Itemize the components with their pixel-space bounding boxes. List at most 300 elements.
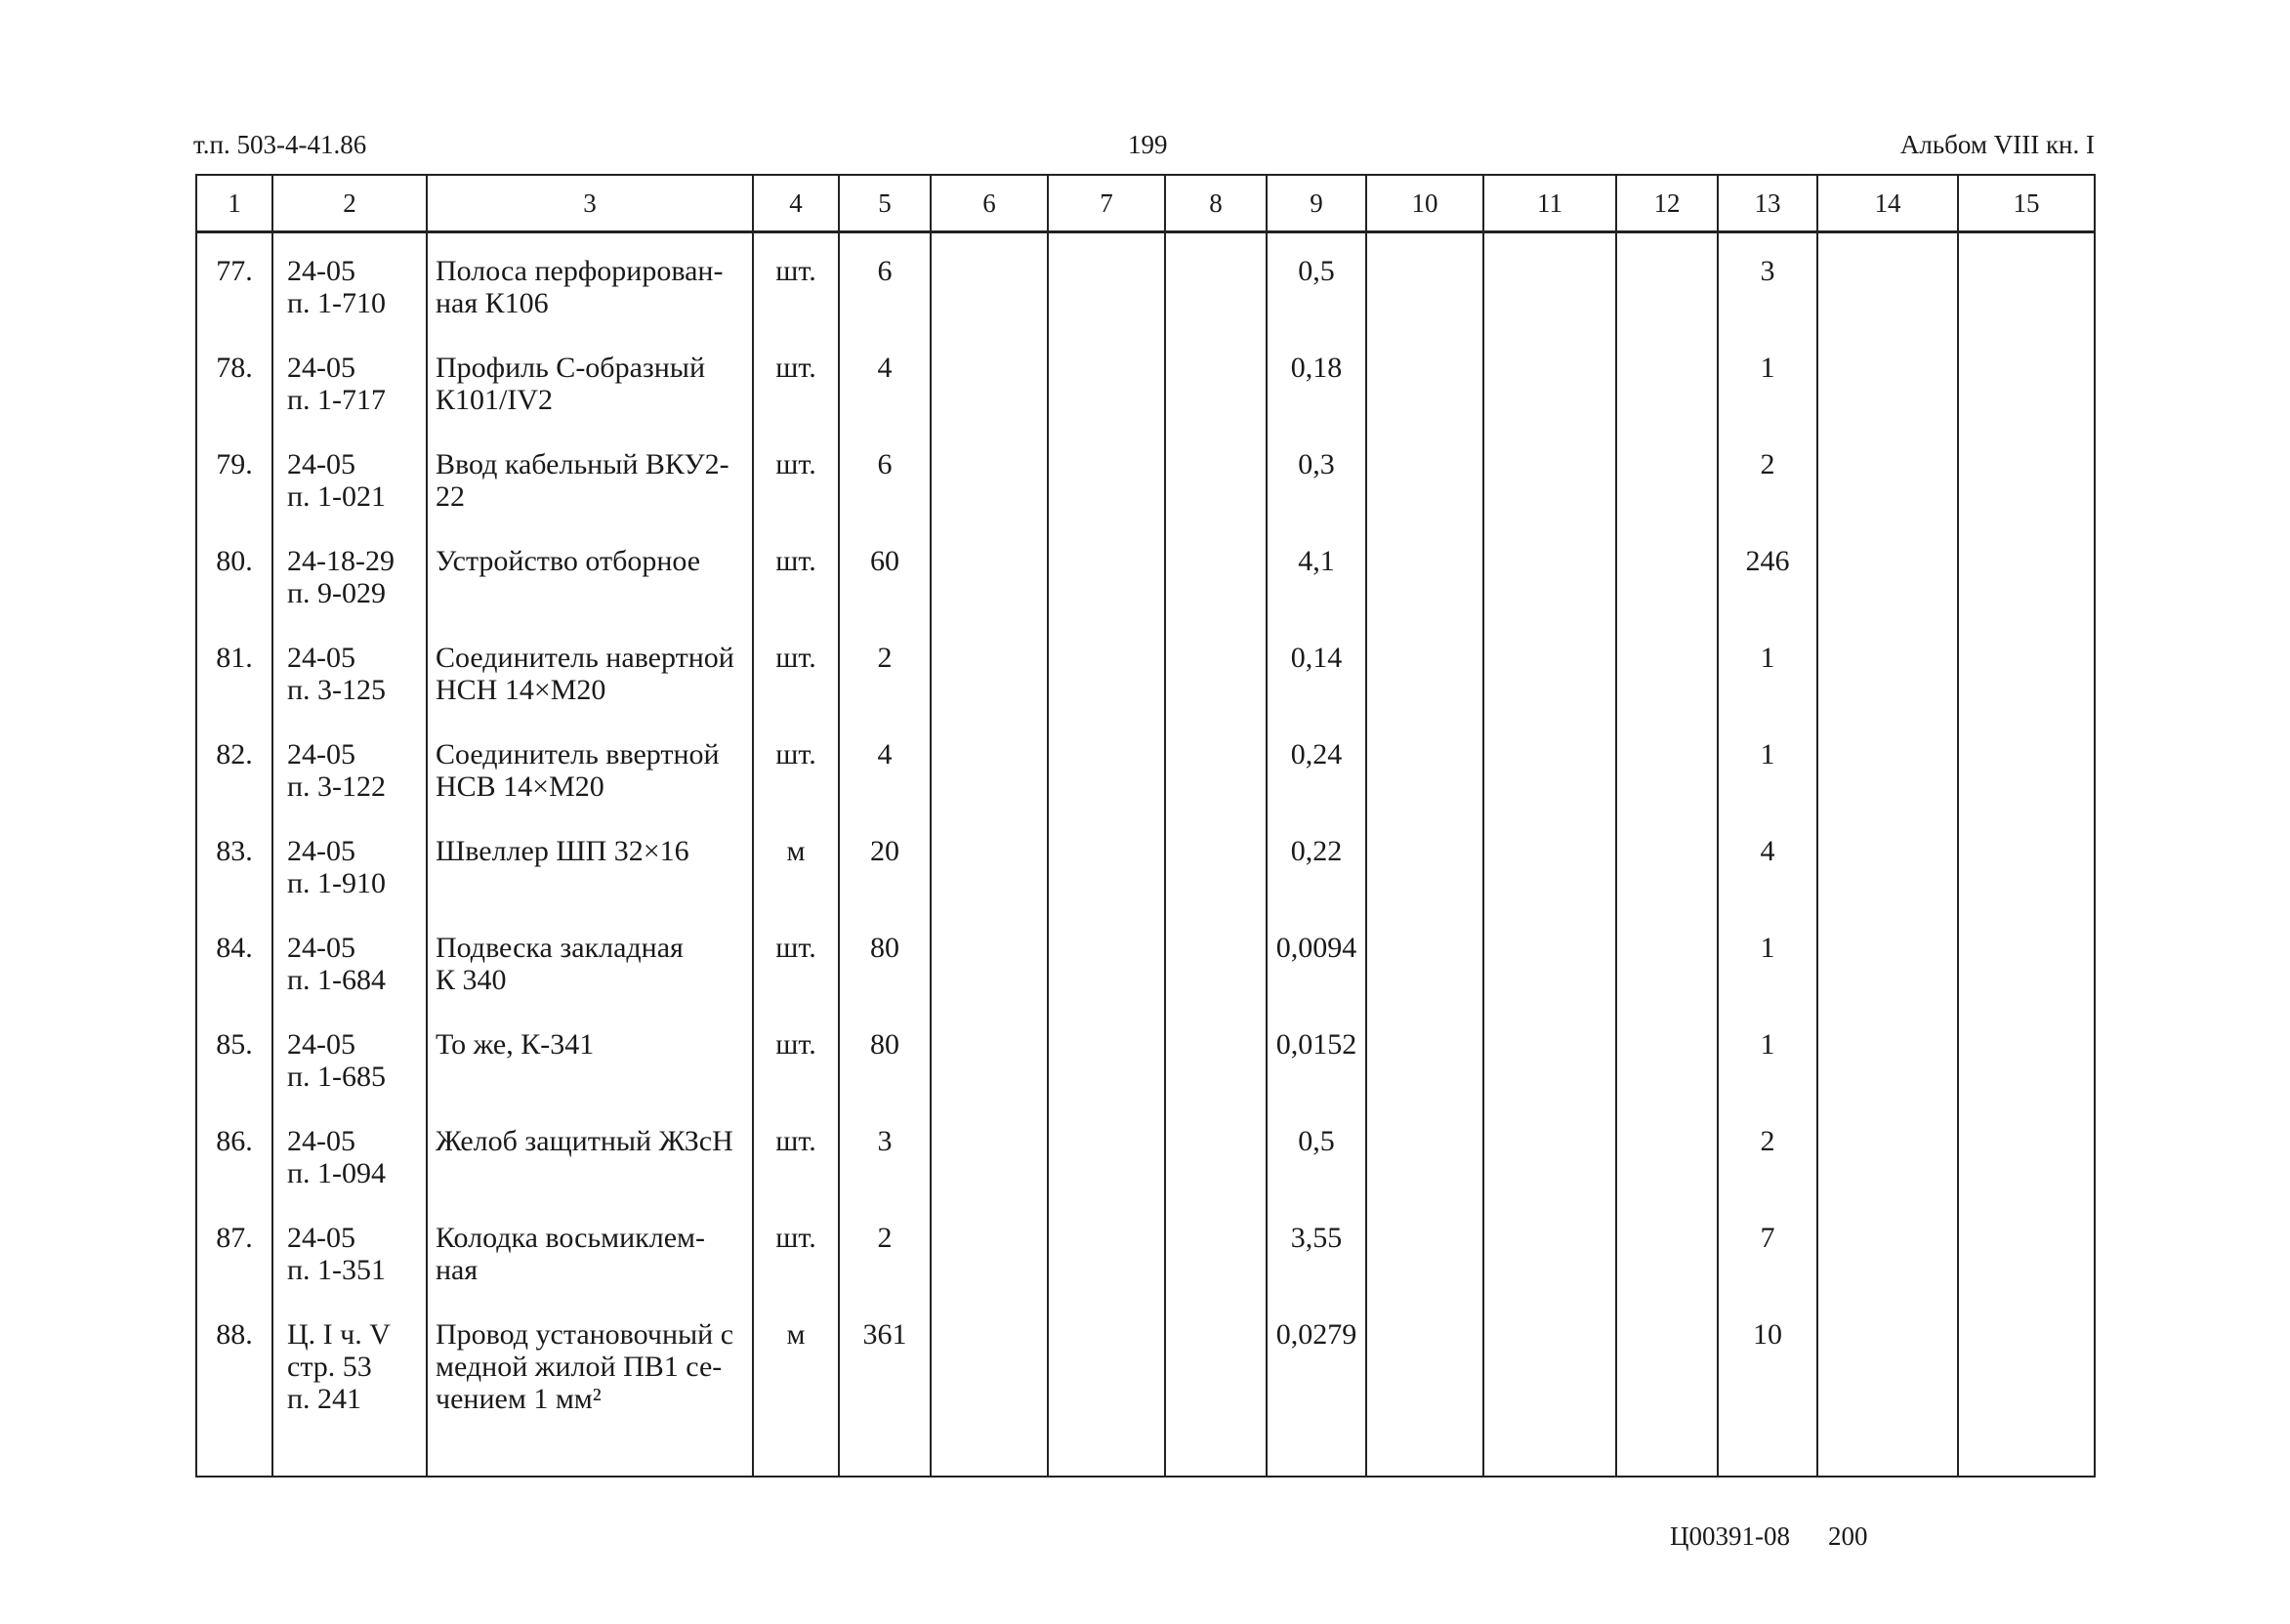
total-weight: 7 <box>1760 1222 1775 1254</box>
unit: м <box>786 835 806 867</box>
cell-col-8 <box>1165 835 1267 932</box>
table-row <box>196 932 2095 1028</box>
reference-line: п. 9-029 <box>287 577 387 609</box>
cell-col-6 <box>931 545 1048 642</box>
unit: шт. <box>775 255 816 287</box>
total-weight: 10 <box>1753 1318 1782 1351</box>
cell-col-6 <box>931 738 1048 835</box>
item-name-line: Ввод кабельный ВКУ2-22 <box>436 448 729 513</box>
item-name-line: чением 1 мм² <box>436 1383 602 1415</box>
cell-col-8 <box>1165 545 1267 642</box>
reference-line: п. 1-684 <box>287 964 387 996</box>
cell-col-12 <box>1616 1318 1718 1415</box>
cell-col-14 <box>1817 835 1958 932</box>
cell-col-9 <box>1267 1125 1366 1222</box>
cell-col-3 <box>427 738 753 835</box>
quantity: 20 <box>870 835 899 867</box>
cell-col-2 <box>272 1318 427 1415</box>
column-header: 10 <box>1366 175 1483 232</box>
unit-weight: 0,5 <box>1298 255 1335 287</box>
cell-col-10 <box>1366 738 1483 835</box>
reference-line: п. 3-122 <box>287 770 387 803</box>
cell-col-6 <box>931 932 1048 1028</box>
item-name-line: Провод установочный с <box>436 1318 734 1351</box>
cell-col-7 <box>1048 1318 1165 1415</box>
cell-col-10 <box>1366 932 1483 1028</box>
cell-col-4 <box>753 738 839 835</box>
cell-col-8 <box>1165 1318 1267 1415</box>
unit: шт. <box>775 738 816 770</box>
unit: шт. <box>775 642 816 674</box>
cell-col-5 <box>839 932 931 1028</box>
cell-col-8 <box>1165 738 1267 835</box>
cell-col-3 <box>427 448 753 545</box>
cell-col-1 <box>196 352 272 448</box>
cell-col-6 <box>931 1125 1048 1222</box>
column-header-row <box>196 175 2095 232</box>
cell-col-9 <box>1267 932 1366 1028</box>
table-row <box>196 1318 2095 1415</box>
cell-col-5 <box>839 448 931 545</box>
row-number: 83. <box>216 835 253 867</box>
cell-col-12 <box>1616 835 1718 932</box>
cell-col-2 <box>272 1125 427 1222</box>
reference-line: п. 1-710 <box>287 287 387 319</box>
item-name-line: Соединитель навертной <box>436 642 734 674</box>
cell-col-10 <box>1366 255 1483 352</box>
cell-col-1 <box>196 835 272 932</box>
cell-col-7 <box>1048 545 1165 642</box>
cell-col-14 <box>1817 1125 1958 1222</box>
reference-line: 24-05 <box>287 932 355 964</box>
unit-weight: 0,18 <box>1290 352 1343 384</box>
item-name-line: То же, К-341 <box>436 1028 595 1061</box>
row-number: 81. <box>216 642 253 674</box>
column-header: 9 <box>1267 175 1366 232</box>
item-name-line: ная К106 <box>436 287 549 319</box>
cell-col-11 <box>1483 448 1616 545</box>
cell-col-9 <box>1267 738 1366 835</box>
unit-weight: 0,0152 <box>1275 1028 1357 1061</box>
reference-line: 24-05 <box>287 1222 355 1254</box>
cell-col-8 <box>1165 642 1267 738</box>
cell-col-1 <box>196 255 272 352</box>
unit-weight: 0,0094 <box>1275 932 1357 964</box>
top-spacer-row <box>196 232 2095 256</box>
cell-col-7 <box>1048 642 1165 738</box>
cell-col-1 <box>196 1125 272 1222</box>
column-header: 12 <box>1616 175 1718 232</box>
unit: м <box>786 1318 806 1351</box>
cell-col-4 <box>753 932 839 1028</box>
reference-line: п. 1-910 <box>287 867 387 899</box>
cell-col-4 <box>753 1318 839 1415</box>
item-name-line: медной жилой ПВ1 се- <box>436 1351 723 1383</box>
unit: шт. <box>775 1125 816 1157</box>
cell-col-5 <box>839 255 931 352</box>
cell-col-2 <box>272 352 427 448</box>
column-header: 14 <box>1817 175 1958 232</box>
cell-col-12 <box>1616 255 1718 352</box>
cell-col-12 <box>1616 932 1718 1028</box>
cell-col-2 <box>272 642 427 738</box>
unit: шт. <box>775 448 816 480</box>
reference-line: 24-05 <box>287 835 355 867</box>
table-row <box>196 545 2095 642</box>
item-name-line: К101/IV2 <box>436 384 553 416</box>
unit-weight: 0,3 <box>1298 448 1335 480</box>
column-header: 7 <box>1048 175 1165 232</box>
cell-col-4 <box>753 352 839 448</box>
item-name-line: Желоб защитный ЖЗсН <box>436 1125 733 1157</box>
cell-col-14 <box>1817 448 1958 545</box>
cell-col-9 <box>1267 1222 1366 1318</box>
cell-col-7 <box>1048 448 1165 545</box>
row-number: 87. <box>216 1222 253 1254</box>
row-number: 78. <box>216 352 253 384</box>
cell-col-2 <box>272 932 427 1028</box>
column-header: 5 <box>839 175 931 232</box>
cell-col-10 <box>1366 1125 1483 1222</box>
cell-col-12 <box>1616 545 1718 642</box>
item-name-line: Полоса перфорирован- <box>436 255 724 287</box>
cell-col-9 <box>1267 1318 1366 1415</box>
reference-line: стр. 53 <box>287 1351 372 1383</box>
cell-col-3 <box>427 932 753 1028</box>
reference-line: 24-05 <box>287 1125 355 1157</box>
table-row <box>196 835 2095 932</box>
reference-line: п. 1-717 <box>287 384 387 416</box>
cell-col-2 <box>272 448 427 545</box>
quantity: 6 <box>877 255 893 287</box>
item-name-line: К 340 <box>436 964 507 996</box>
row-number: 84. <box>216 932 253 964</box>
total-weight: 1 <box>1760 642 1775 674</box>
cell-col-8 <box>1165 932 1267 1028</box>
row-number: 80. <box>216 545 253 577</box>
table-row <box>196 255 2095 352</box>
cell-col-14 <box>1817 932 1958 1028</box>
cell-col-6 <box>931 835 1048 932</box>
cell-col-14 <box>1817 642 1958 738</box>
cell-col-9 <box>1267 835 1366 932</box>
cell-col-1 <box>196 448 272 545</box>
item-name-line: Профиль С-образный <box>436 352 706 384</box>
item-name-line: НСН 14×М20 <box>436 674 606 706</box>
cell-col-3 <box>427 352 753 448</box>
item-name-line: Колодка восьмиклем- <box>436 1222 706 1254</box>
item-name-line: Швеллер ШП 32×16 <box>436 835 689 867</box>
cell-col-15 <box>1958 448 2095 545</box>
cell-col-12 <box>1616 448 1718 545</box>
total-weight: 246 <box>1745 545 1790 577</box>
cell-col-13 <box>1718 642 1817 738</box>
row-number: 79. <box>216 448 253 480</box>
cell-col-10 <box>1366 448 1483 545</box>
cell-col-9 <box>1267 642 1366 738</box>
cell-col-10 <box>1366 835 1483 932</box>
table-row <box>196 448 2095 545</box>
cell-col-7 <box>1048 1028 1165 1125</box>
quantity: 361 <box>862 1318 907 1351</box>
cell-col-7 <box>1048 738 1165 835</box>
document-reference: т.п. 503-4-41.86 <box>193 130 367 159</box>
cell-col-4 <box>753 1125 839 1222</box>
cell-col-4 <box>753 255 839 352</box>
cell-col-14 <box>1817 1222 1958 1318</box>
cell-col-15 <box>1958 1028 2095 1125</box>
cell-col-1 <box>196 545 272 642</box>
cell-col-5 <box>839 642 931 738</box>
row-number: 77. <box>216 255 253 287</box>
quantity: 4 <box>877 738 893 770</box>
cell-col-9 <box>1267 448 1366 545</box>
item-name-line: ная <box>436 1254 479 1286</box>
cell-col-5 <box>839 1028 931 1125</box>
cell-col-7 <box>1048 352 1165 448</box>
table-row <box>196 738 2095 835</box>
cell-col-11 <box>1483 835 1616 932</box>
cell-col-1 <box>196 1222 272 1318</box>
cell-col-2 <box>272 1222 427 1318</box>
cell-col-8 <box>1165 255 1267 352</box>
quantity: 80 <box>870 932 899 964</box>
specification-table <box>195 174 2096 1478</box>
cell-col-11 <box>1483 352 1616 448</box>
table-row <box>196 1028 2095 1125</box>
cell-col-9 <box>1267 352 1366 448</box>
unit: шт. <box>775 1028 816 1061</box>
cell-col-7 <box>1048 932 1165 1028</box>
cell-col-10 <box>1366 1222 1483 1318</box>
column-header: 2 <box>272 175 427 232</box>
cell-col-6 <box>931 642 1048 738</box>
reference-line: п. 1-094 <box>287 1157 387 1189</box>
cell-col-8 <box>1165 1222 1267 1318</box>
cell-col-13 <box>1718 932 1817 1028</box>
reference-line: п. 241 <box>287 1383 362 1415</box>
cell-col-15 <box>1958 255 2095 352</box>
quantity: 4 <box>877 352 893 384</box>
item-name-line: Подвеска закладная <box>436 932 684 964</box>
quantity: 6 <box>877 448 893 480</box>
page-number: 199 <box>1128 130 1168 159</box>
cell-col-15 <box>1958 545 2095 642</box>
cell-col-11 <box>1483 545 1616 642</box>
table-row <box>196 1222 2095 1318</box>
cell-col-3 <box>427 1222 753 1318</box>
table-row <box>196 1125 2095 1222</box>
quantity: 2 <box>877 642 893 674</box>
column-header: 6 <box>931 175 1048 232</box>
total-weight: 2 <box>1760 1125 1775 1157</box>
cell-col-3 <box>427 642 753 738</box>
cell-col-15 <box>1958 932 2095 1028</box>
footer-page-number: 200 <box>1828 1521 1868 1551</box>
table-row <box>196 352 2095 448</box>
cell-col-15 <box>1958 835 2095 932</box>
cell-col-5 <box>839 1222 931 1318</box>
total-weight: 1 <box>1760 932 1775 964</box>
total-weight: 3 <box>1760 255 1775 287</box>
unit-weight: 0,14 <box>1290 642 1343 674</box>
cell-col-13 <box>1718 352 1817 448</box>
cell-col-11 <box>1483 642 1616 738</box>
cell-col-3 <box>427 1125 753 1222</box>
cell-col-9 <box>1267 255 1366 352</box>
cell-col-12 <box>1616 1125 1718 1222</box>
cell-col-10 <box>1366 1318 1483 1415</box>
column-header: 13 <box>1718 175 1817 232</box>
unit-weight: 0,22 <box>1290 835 1343 867</box>
unit-weight: 0,5 <box>1298 1125 1335 1157</box>
cell-col-15 <box>1958 1125 2095 1222</box>
cell-col-6 <box>931 1028 1048 1125</box>
cell-col-2 <box>272 255 427 352</box>
cell-col-14 <box>1817 352 1958 448</box>
cell-col-13 <box>1718 738 1817 835</box>
quantity: 80 <box>870 1028 899 1061</box>
cell-col-3 <box>427 1028 753 1125</box>
cell-col-7 <box>1048 1222 1165 1318</box>
cell-col-8 <box>1165 352 1267 448</box>
cell-col-13 <box>1718 545 1817 642</box>
cell-col-13 <box>1718 1222 1817 1318</box>
cell-col-12 <box>1616 1222 1718 1318</box>
cell-col-15 <box>1958 352 2095 448</box>
column-header: 11 <box>1483 175 1616 232</box>
unit-weight: 3,55 <box>1290 1222 1343 1254</box>
cell-col-10 <box>1366 1028 1483 1125</box>
cell-col-13 <box>1718 835 1817 932</box>
cell-col-2 <box>272 545 427 642</box>
reference-line: 24-05 <box>287 738 355 770</box>
cell-col-6 <box>931 448 1048 545</box>
album-reference: Альбом VIII кн. I <box>1899 130 2095 159</box>
cell-col-2 <box>272 1028 427 1125</box>
unit-weight: 0,24 <box>1290 738 1343 770</box>
cell-col-15 <box>1958 642 2095 738</box>
cell-col-13 <box>1718 448 1817 545</box>
cell-col-5 <box>839 738 931 835</box>
total-weight: 1 <box>1760 1028 1775 1061</box>
cell-col-14 <box>1817 1318 1958 1415</box>
item-name-line: Соединитель ввертной <box>436 738 720 770</box>
cell-col-5 <box>839 352 931 448</box>
cell-col-11 <box>1483 255 1616 352</box>
cell-col-1 <box>196 1028 272 1125</box>
total-weight: 1 <box>1760 738 1775 770</box>
unit: шт. <box>775 1222 816 1254</box>
cell-col-11 <box>1483 932 1616 1028</box>
column-header: 4 <box>753 175 839 232</box>
cell-col-13 <box>1718 1028 1817 1125</box>
cell-col-12 <box>1616 1028 1718 1125</box>
cell-col-4 <box>753 545 839 642</box>
cell-col-9 <box>1267 545 1366 642</box>
reference-line: 24-05 <box>287 255 355 287</box>
reference-line: п. 1-021 <box>287 480 387 513</box>
total-weight: 4 <box>1760 835 1775 867</box>
cell-col-15 <box>1958 1318 2095 1415</box>
cell-col-12 <box>1616 642 1718 738</box>
cell-col-8 <box>1165 1125 1267 1222</box>
cell-col-5 <box>839 1125 931 1222</box>
item-name-line: НСВ 14×М20 <box>436 770 604 803</box>
row-number: 82. <box>216 738 253 770</box>
cell-col-3 <box>427 545 753 642</box>
cell-col-6 <box>931 255 1048 352</box>
cell-col-14 <box>1817 255 1958 352</box>
cell-col-12 <box>1616 738 1718 835</box>
column-header: 1 <box>196 175 272 232</box>
cell-col-10 <box>1366 642 1483 738</box>
cell-col-5 <box>839 545 931 642</box>
quantity: 3 <box>877 1125 893 1157</box>
reference-line: 24-05 <box>287 642 355 674</box>
reference-line: 24-05 <box>287 448 355 480</box>
cell-col-1 <box>196 932 272 1028</box>
unit: шт. <box>775 545 816 577</box>
cell-col-1 <box>196 642 272 738</box>
bottom-spacer-row <box>196 1415 2095 1477</box>
unit: шт. <box>775 932 816 964</box>
cell-col-11 <box>1483 1318 1616 1415</box>
cell-col-11 <box>1483 1125 1616 1222</box>
row-number: 88. <box>216 1318 253 1351</box>
column-header: 15 <box>1958 175 2095 232</box>
cell-col-1 <box>196 738 272 835</box>
cell-col-4 <box>753 1222 839 1318</box>
cell-col-7 <box>1048 835 1165 932</box>
row-number: 85. <box>216 1028 253 1061</box>
cell-col-11 <box>1483 1028 1616 1125</box>
item-name-line: Устройство отборное <box>436 545 701 577</box>
cell-col-15 <box>1958 738 2095 835</box>
cell-col-14 <box>1817 545 1958 642</box>
cell-col-5 <box>839 835 931 932</box>
quantity: 60 <box>870 545 899 577</box>
reference-line: Ц. I ч. V <box>287 1318 391 1351</box>
row-number: 86. <box>216 1125 253 1157</box>
reference-line: 24-18-29 <box>287 545 395 577</box>
cell-col-4 <box>753 642 839 738</box>
cell-col-2 <box>272 835 427 932</box>
cell-col-15 <box>1958 1222 2095 1318</box>
cell-col-5 <box>839 1318 931 1415</box>
cell-col-4 <box>753 1028 839 1125</box>
reference-line: п. 1-351 <box>287 1254 387 1286</box>
cell-col-13 <box>1718 1125 1817 1222</box>
cell-col-3 <box>427 835 753 932</box>
cell-col-11 <box>1483 1222 1616 1318</box>
cell-col-4 <box>753 835 839 932</box>
table-row <box>196 642 2095 738</box>
unit: шт. <box>775 352 816 384</box>
cell-col-14 <box>1817 1028 1958 1125</box>
cell-col-4 <box>753 448 839 545</box>
cell-col-7 <box>1048 255 1165 352</box>
cell-col-3 <box>427 1318 753 1415</box>
cell-col-7 <box>1048 1125 1165 1222</box>
column-header: 3 <box>427 175 753 232</box>
document-code: Ц00391-08 <box>1670 1521 1790 1551</box>
cell-col-6 <box>931 1222 1048 1318</box>
reference-line: п. 1-685 <box>287 1061 387 1093</box>
total-weight: 2 <box>1760 448 1775 480</box>
cell-col-10 <box>1366 352 1483 448</box>
cell-col-8 <box>1165 1028 1267 1125</box>
